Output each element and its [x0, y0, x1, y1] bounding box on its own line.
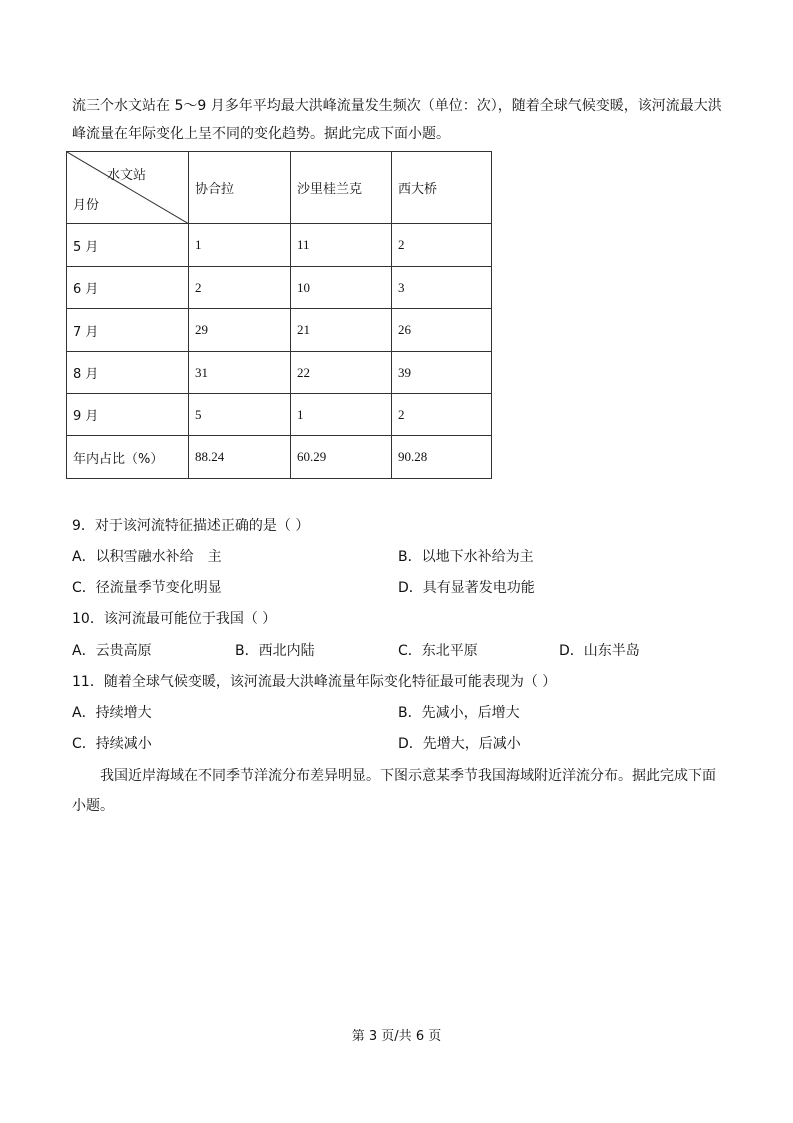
- table-cell: 5: [189, 394, 291, 436]
- row-label: 年内占比（%）: [67, 436, 189, 479]
- question-10-option-b: B．西北内陆: [235, 643, 315, 659]
- question-9-option-c: C．径流量季节变化明显: [72, 580, 222, 596]
- page-footer: 第 3 页/共 6 页: [351, 1029, 442, 1044]
- table-header-row: [67, 152, 492, 224]
- table-cell: 2: [392, 224, 492, 267]
- table-cell: 2: [392, 394, 492, 436]
- table-cell: 1: [291, 394, 392, 436]
- question-10-stem: 10．该河流最可能位于我国（ ）: [72, 611, 277, 627]
- intro-line-1: 流三个水文站在 5～9 月多年平均最大洪峰流量发生频次（单位：次），随着全球气候变暖，该河流最大洪: [72, 98, 722, 114]
- table-cell: 39: [392, 352, 492, 394]
- table-cell: 1: [189, 224, 291, 267]
- question-11-option-d: D．先增大，后减小: [398, 736, 521, 752]
- row-label: 8 月: [67, 352, 189, 394]
- flood-frequency-table: [66, 151, 492, 479]
- table-cell: 29: [189, 309, 291, 352]
- column-header: 协合拉: [189, 152, 291, 224]
- table-cell: 3: [392, 267, 492, 309]
- table-row: [67, 309, 492, 352]
- table-cell: 10: [291, 267, 392, 309]
- corner-label-station: 水文站: [107, 168, 147, 183]
- table-row: [67, 224, 492, 267]
- question-9-option-b: B．以地下水补给为主: [398, 549, 534, 565]
- table-cell: 22: [291, 352, 392, 394]
- question-11-option-b: B．先减小，后增大: [398, 705, 520, 721]
- row-label: 6 月: [67, 267, 189, 309]
- table-cell: 88.24: [189, 436, 291, 479]
- table-cell: 2: [189, 267, 291, 309]
- table-row: [67, 267, 492, 309]
- table-cell: 21: [291, 309, 392, 352]
- table-row: [67, 436, 492, 479]
- row-label: 9 月: [67, 394, 189, 436]
- question-11-option-a: A．持续增大: [72, 705, 152, 721]
- question-10-option-c: C．东北平原: [398, 643, 478, 659]
- passage-line-1: 我国近岸海域在不同季节洋流分布差异明显。下图示意某季节我国海域附近洋流分布。据此完成下面: [100, 768, 716, 784]
- table-cell: 31: [189, 352, 291, 394]
- intro-line-2: 峰流量在年际变化上呈不同的变化趋势。据此完成下面小题。: [72, 126, 450, 142]
- table-cell: 60.29: [291, 436, 392, 479]
- table-cell: 90.28: [392, 436, 492, 479]
- question-9-stem: 9．对于该河流特征描述正确的是（ ）: [72, 518, 310, 534]
- row-label: 7 月: [67, 309, 189, 352]
- table-cell: 26: [392, 309, 492, 352]
- question-10-option-a: A．云贵高原: [72, 643, 152, 659]
- table-row: [67, 352, 492, 394]
- question-9-option-a: A．以积雪融水补给 主: [72, 549, 222, 565]
- passage-line-2: 小题。: [72, 798, 114, 814]
- question-11-stem: 11．随着全球气候变暖，该河流最大洪峰流量年际变化特征最可能表现为（ ）: [72, 674, 557, 690]
- question-11-option-c: C．持续减小: [72, 736, 152, 752]
- question-9-option-d: D．具有显著发电功能: [398, 580, 535, 596]
- column-header: 西大桥: [392, 152, 492, 224]
- corner-diagonal-line: [67, 152, 189, 224]
- row-label: 5 月: [67, 224, 189, 267]
- table-cell: 11: [291, 224, 392, 267]
- table-row: [67, 394, 492, 436]
- table-corner-cell: [67, 152, 189, 224]
- corner-label-month: 月份: [73, 198, 100, 213]
- column-header: 沙里桂兰克: [291, 152, 392, 224]
- question-10-option-d: D．山东半岛: [559, 643, 640, 659]
